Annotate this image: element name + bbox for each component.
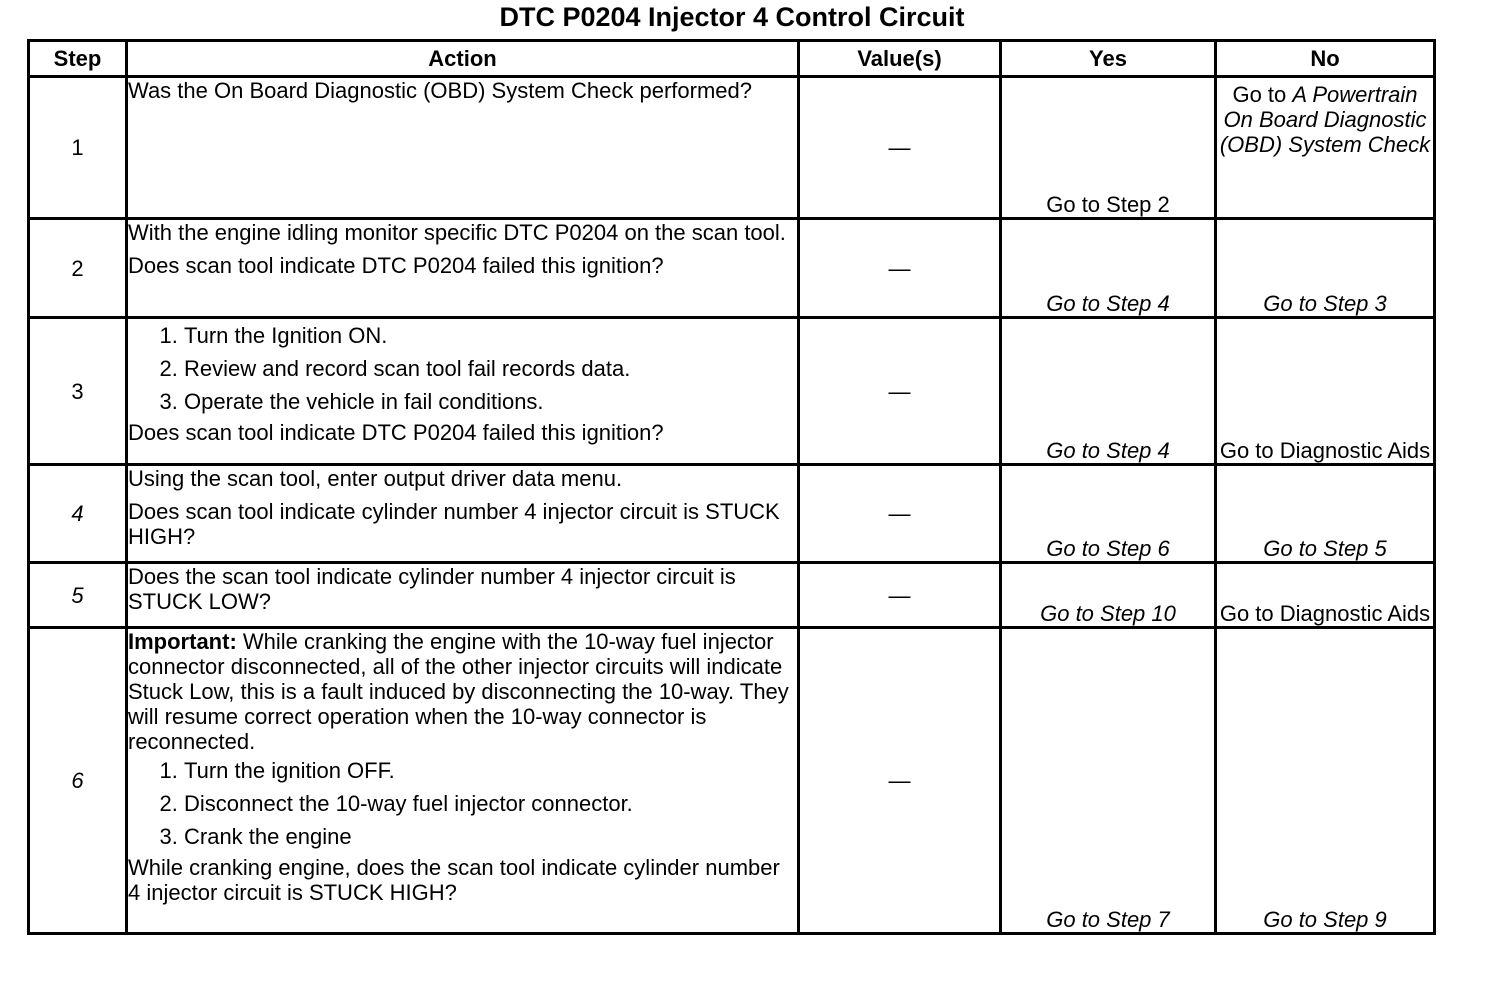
action-question: Does scan tool indicate DTC P0204 failed this ignition? <box>128 420 664 445</box>
action-question: Does scan tool indicate cylinder number 4 injector circuit is STUCK HIGH? <box>128 499 780 549</box>
no-prefix: Go to <box>1232 82 1293 107</box>
action-step: 1. Turn the ignition OFF. <box>184 758 797 783</box>
diagnostic-table <box>27 39 1436 935</box>
value-cell: — <box>799 318 1001 465</box>
action-step: 3. Crank the engine <box>184 824 797 849</box>
action-cell <box>127 563 799 628</box>
action-text: Does the scan tool indicate cylinder number 4 injector circuit is STUCK LOW? <box>128 564 736 614</box>
action-cell <box>127 219 799 318</box>
step-number: 3 <box>29 318 127 465</box>
action-cell <box>127 77 799 219</box>
action-question: Does scan tool indicate DTC P0204 failed this ignition? <box>128 253 664 278</box>
value-cell: — <box>799 77 1001 219</box>
value-cell: — <box>799 465 1001 563</box>
action-question: While cranking engine, does the scan tool indicate cylinder number 4 injector circuit is STUCK HIGH? <box>128 855 780 905</box>
action-text: With the engine idling monitor specific DTC P0204 on the scan tool. <box>128 220 786 245</box>
header-no: No <box>1216 41 1435 77</box>
value-cell: — <box>799 628 1001 934</box>
step-number: 4 <box>29 465 127 563</box>
no-cell <box>1216 77 1435 219</box>
action-cell <box>127 628 799 934</box>
value-cell: — <box>799 219 1001 318</box>
yes-link[interactable]: Go to Step 4 <box>1001 219 1216 318</box>
action-cell <box>127 465 799 563</box>
action-steps <box>128 758 797 849</box>
action-step: 2. Disconnect the 10-way fuel injector connector. <box>184 791 797 816</box>
action-text: Was the On Board Diagnostic (OBD) System Check performed? <box>128 78 752 103</box>
action-cell <box>127 318 799 465</box>
header-step: Step <box>29 41 127 77</box>
action-step: 1. Turn the Ignition ON. <box>184 323 797 348</box>
action-step: 3. Operate the vehicle in fail conditions. <box>184 389 797 414</box>
no-link[interactable]: Go to Step 9 <box>1216 628 1435 934</box>
value-cell: — <box>799 563 1001 628</box>
action-steps <box>128 323 797 414</box>
yes-link[interactable]: Go to Step 10 <box>1001 563 1216 628</box>
table-row <box>29 318 1435 465</box>
action-step: 2. Review and record scan tool fail records data. <box>184 356 797 381</box>
step-number: 5 <box>29 563 127 628</box>
header-yes: Yes <box>1001 41 1216 77</box>
table-header-row <box>29 41 1435 77</box>
header-action: Action <box>127 41 799 77</box>
header-values: Value(s) <box>799 41 1001 77</box>
table-row <box>29 563 1435 628</box>
page-title: DTC P0204 Injector 4 Control Circuit <box>499 2 965 32</box>
step-number: 2 <box>29 219 127 318</box>
yes-link[interactable]: Go to Step 7 <box>1001 628 1216 934</box>
no-link[interactable]: Go to Diagnostic Aids <box>1216 563 1435 628</box>
no-link[interactable]: A Powertrain On Board Diagnostic (OBD) System Check <box>1219 82 1431 157</box>
step-number: 6 <box>29 628 127 934</box>
table-row <box>29 219 1435 318</box>
no-link[interactable]: Go to Step 5 <box>1216 465 1435 563</box>
action-text: Using the scan tool, enter output driver data menu. <box>128 466 623 491</box>
yes-link[interactable]: Go to Step 4 <box>1001 318 1216 465</box>
yes-link[interactable]: Go to Step 2 <box>1001 77 1216 219</box>
yes-link[interactable]: Go to Step 6 <box>1001 465 1216 563</box>
important-label: Important: <box>128 629 237 654</box>
no-link[interactable]: Go to Step 3 <box>1216 219 1435 318</box>
step-number: 1 <box>29 77 127 219</box>
table-row <box>29 465 1435 563</box>
table-row <box>29 77 1435 219</box>
important-text: While cranking the engine with the 10-way fuel injector connector disconnected, all of the other injector circuits will indicate Stuck Low, this is a fault induced by disconnecting the 10-way. They will resume correct operation when the 10-way connector is reconnected. <box>128 629 789 754</box>
no-link[interactable]: Go to Diagnostic Aids <box>1216 318 1435 465</box>
important-note <box>128 629 797 754</box>
table-row <box>29 628 1435 934</box>
